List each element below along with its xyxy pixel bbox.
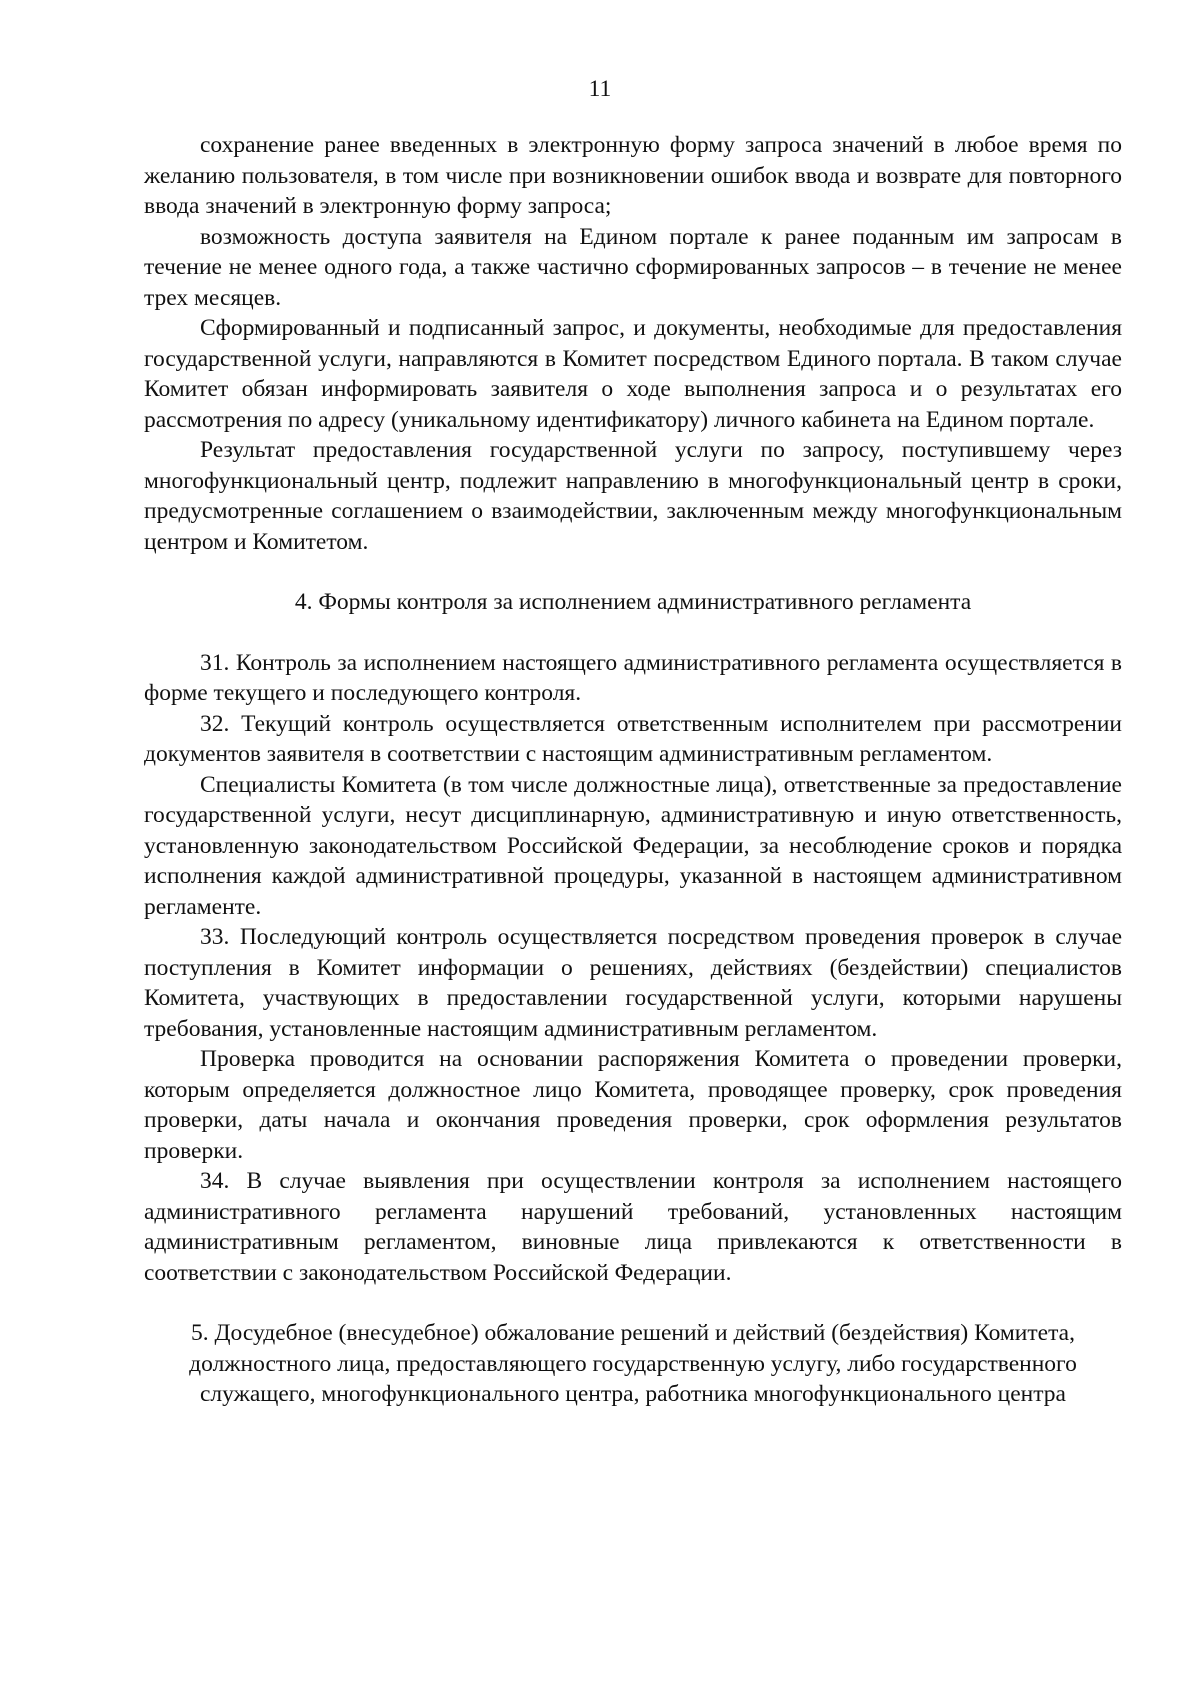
- paragraph-34: 34. В случае выявления при осуществлении контроля за исполнением настоящего административного регламента нарушений требований, установленных настоящим административным регламентом, виновные лица привлекаются к ответственности в соответствии с законодательством Российской Федерации.: [144, 1168, 1122, 1286]
- paragraph-32: 32. Текущий контроль осуществляется ответственным исполнителем при рассмотрении документов заявителя в соответствии с настоящим административным регламентом.: [144, 710, 1122, 767]
- paragraph: возможность доступа заявителя на Едином портале к ранее поданным им запросам в течение не менее одного года, а также частично сформированных запросов – в течение не менее трех месяцев.: [144, 223, 1122, 311]
- section-5-heading: 5. Досудебное (внесудебное) обжалование решений и действий (бездействия) Комитета, должностного лица, предоставляющего государственную услугу, либо государственного служащего, многофункционального центра, работника многофункционального центра: [189, 1320, 1077, 1407]
- paragraph: Сформированный и подписанный запрос, и документы, необходимые для предоставления государственной услуги, направляются в Комитет посредством Единого портала. В таком случае Комитет обязан информировать заявителя о ходе выполнения запроса и о результатах его рассмотрения по адресу (уникальному идентификатору) личного кабинета на Едином портале.: [144, 315, 1122, 433]
- paragraph: Результат предоставления государственной услуги по запросу, поступившему через многофункциональный центр, подлежит направлению в многофункциональный центр в сроки, предусмотренные соглашением о взаимодействии, заключенным между многофункциональным центром и Комитетом.: [144, 437, 1122, 555]
- paragraph: Проверка проводится на основании распоряжения Комитета о проведении проверки, которым определяется должностное лицо Комитета, проводящее проверку, срок проведения проверки, даты начала и окончания проведения проверки, срок оформления результатов проверки.: [144, 1046, 1122, 1164]
- document-body: [144, 130, 1122, 1410]
- paragraph: Специалисты Комитета (в том числе должностные лица), ответственные за предоставление государственной услуги, несут дисциплинарную, административную и иную ответственность, установленную законодательством Российской Федерации, за несоблюдение сроков и порядка исполнения каждой административной процедуры, указанной в настоящем административном регламенте.: [144, 771, 1122, 920]
- paragraph-31: 31. Контроль за исполнением настоящего административного регламента осуществляется в форме текущего и последующего контроля.: [144, 649, 1122, 706]
- paragraph-33: 33. Последующий контроль осуществляется посредством проведения проверок в случае поступления в Комитет информации о решениях, действиях (бездействии) специалистов Комитета, участвующих в предоставлении государственной услуги, которыми нарушены требования, установленные настоящим административным регламентом.: [144, 924, 1122, 1042]
- paragraph: сохранение ранее введенных в электронную форму запроса значений в любое время по желанию пользователя, в том числе при возникновении ошибок ввода и возврате для повторного ввода значений в электронную форму запроса;: [144, 132, 1122, 219]
- section-4-heading: 4. Формы контроля за исполнением административного регламента: [294, 589, 972, 615]
- page-number: 11: [588, 76, 612, 102]
